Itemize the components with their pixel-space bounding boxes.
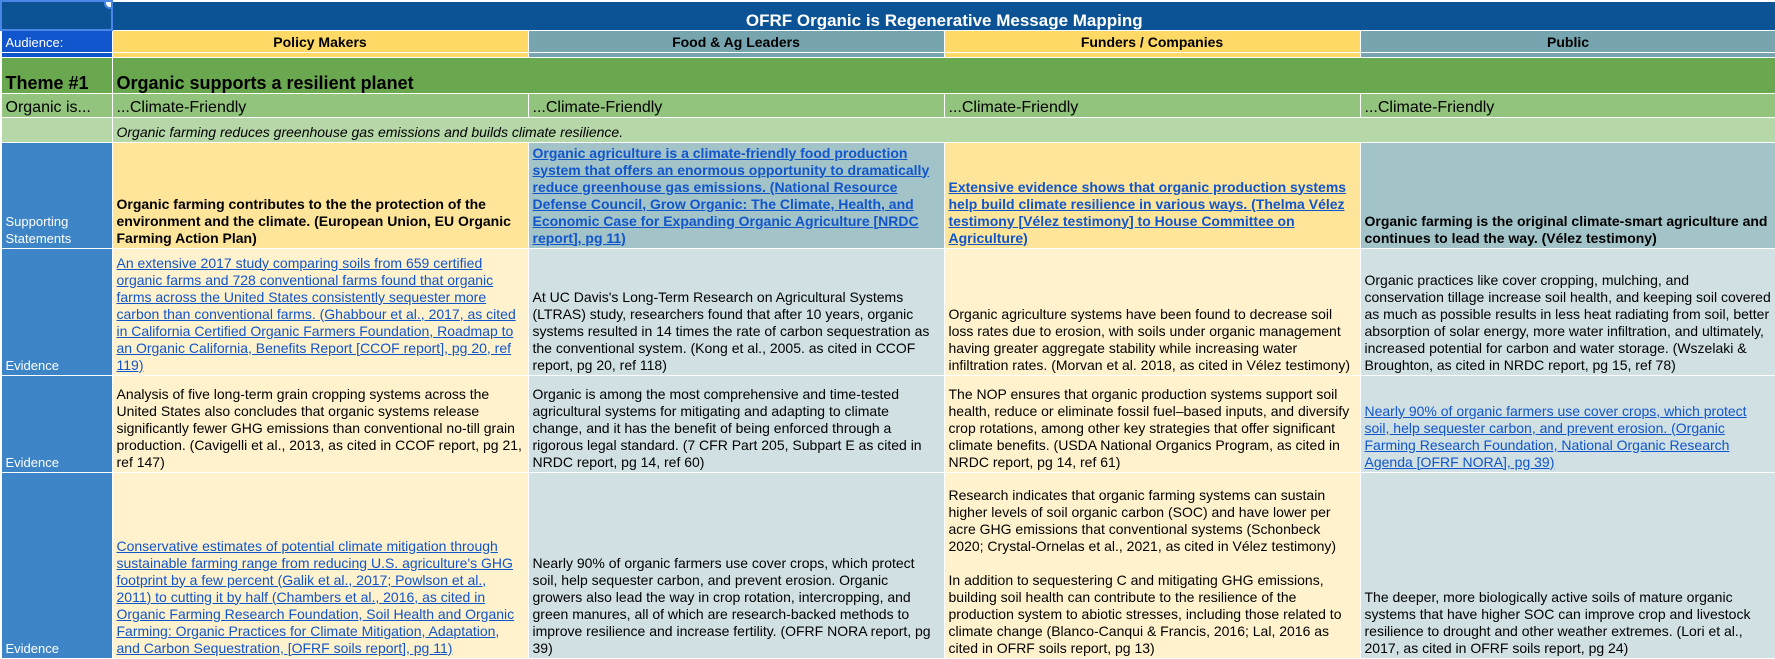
theme-summary[interactable]: Organic farming reduces greenhouse gas emissions and builds climate resilience. — [112, 117, 1775, 142]
organic-is-value[interactable]: ...Climate-Friendly — [112, 93, 528, 117]
evidence-text: Organic is among the most comprehensive and time-tested agricultural systems for mitigating and adapting to climate change, and it has the benefit of being enforced through a rigorous legal standard. (7 CFR Part 205, Subpart E as cited in NRDC report, pg 14, ref 60) — [532, 385, 922, 470]
evidence-cell[interactable] — [112, 375, 528, 472]
evidence-cell[interactable] — [112, 248, 528, 375]
evidence-label[interactable]: Evidence — [1, 472, 112, 658]
supporting-statement-food-ag[interactable] — [528, 142, 944, 248]
paragraph-break — [949, 555, 1356, 572]
evidence-link[interactable]: Nearly 90% of organic farmers use cover crops, which protect soil, help sequester carbon, and prevent erosion. (Organic Farming Research Foundation, National Organic Research Agenda [OFRF NORA], pg 39) — [1364, 402, 1747, 470]
organic-is-value[interactable]: ...Climate-Friendly — [944, 93, 1360, 117]
evidence-link[interactable]: An extensive 2017 study comparing soils from 659 certified organic farms and 728 conventional farms found that organic farms across the United States consistently sequester more carbon than conventional farms. (Ghabbour et al., 2017, as cited in California Certified Organic Farmers Foundation, Roadmap to an Organic California, Benefits Report [CCOF report], pg 20, ref 119) — [116, 254, 516, 373]
statement-link[interactable]: Extensive evidence shows that organic production systems help build climate resilience in various ways. (Thelma Vélez testimony [Vélez testimony] to House Committee on Agriculture) — [948, 178, 1347, 246]
statement-text: Organic farming is the original climate-smart agriculture and continues to lead the way. (Vélez testimony) — [1364, 212, 1768, 246]
organic-is-label[interactable]: Organic is... — [1, 93, 112, 117]
evidence-text: The NOP ensures that organic production systems support soil health, reduce or eliminate fossil fuel–based inputs, and diversify crop rotations, among other key strategies that offer significant climate benefits. (USDA National Organics Program, as cited in NRDC report, pg 14, ref 61) — [948, 385, 1350, 470]
evidence-label[interactable]: Evidence — [1, 248, 112, 375]
organic-is-value[interactable]: ...Climate-Friendly — [528, 93, 944, 117]
supporting-statement-policy[interactable] — [112, 142, 528, 248]
theme-label[interactable]: Theme #1 — [1, 57, 112, 93]
evidence-cell[interactable] — [1360, 472, 1775, 658]
evidence-cell[interactable] — [528, 375, 944, 472]
sheet-title[interactable]: OFRF Organic is Regenerative Message Mapping — [112, 1, 1775, 30]
evidence-text: Organic agriculture systems have been found to decrease soil loss rates due to erosion, with soils under organic management having greater aggregate stability while increasing water infiltration rates. (Morvan et al. 2018, as cited in Vélez testimony) — [948, 305, 1351, 373]
statement-link[interactable]: Organic agriculture is a climate-friendly food production system that offers an enormous opportunity to dramatically reduce greenhouse gas emissions. (National Resource Defense Council, Grow Organic: The Climate, Health, and Economic Case for Expanding Organic Agriculture [NRDC report], pg 11) — [532, 144, 930, 246]
evidence-cell[interactable] — [528, 248, 944, 375]
audience-label[interactable]: Audience: — [1, 30, 112, 52]
evidence-text: In addition to sequestering C and mitigating GHG emissions, building soil health can contribute to the resilience of the production system to abiotic stresses, including those related to climate change (Blanco-Canqui & Francis, 2016; Lal, 2016 as cited in OFRF soils report, pg 13) — [948, 571, 1342, 656]
theme-title[interactable]: Organic supports a resilient planet — [112, 57, 1775, 93]
evidence-cell[interactable] — [944, 472, 1360, 658]
evidence-text: The deeper, more biologically active soils of mature organic systems that have higher SOC can improve crop and livestock resilience to drought and other weather extremes. (Lori et al., 2017, as cited in OFRF soils report, pg 24) — [1364, 588, 1751, 656]
supporting-statements-label[interactable]: Supporting Statements — [1, 142, 112, 248]
evidence-cell[interactable] — [944, 248, 1360, 375]
selected-cell-a1[interactable] — [1, 1, 112, 30]
evidence-text: At UC Davis's Long-Term Research on Agricultural Systems (LTRAS) study, researchers found that after 10 years, organic systems resulted in 14 times the rate of carbon sequestration as the conventional system. (Kong et al., 2005. as cited in CCOF report, pg 20, ref 118) — [532, 288, 930, 373]
audience-policy-makers[interactable]: Policy Makers — [112, 30, 528, 52]
evidence-text: Analysis of five long-term grain cropping systems across the United States also concludes that organic systems release significantly fewer GHG emissions than conventional no-till grain production. (Cavigelli et al., 2013, as cited in CCOF report, pg 21, ref 147) — [116, 385, 522, 470]
statement-text: Organic farming contributes to the the protection of the environment and the climate. (European Union, EU Organic Farming Action Plan) — [116, 195, 511, 246]
evidence-text: Research indicates that organic farming systems can sustain higher levels of soil organic carbon (SOC) and have lower per acre GHG emissions that conventional systems (Schonbeck 2020; Crystal-Ornelas et al., 2021, as cited in Vélez testimony) — [948, 486, 1337, 554]
evidence-cell[interactable] — [1360, 375, 1775, 472]
audience-food-ag-leaders[interactable]: Food & Ag Leaders — [528, 30, 944, 52]
evidence-cell[interactable] — [112, 472, 528, 658]
evidence-label[interactable]: Evidence — [1, 375, 112, 472]
evidence-cell[interactable] — [528, 472, 944, 658]
organic-is-value[interactable]: ...Climate-Friendly — [1360, 93, 1775, 117]
evidence-link[interactable]: Conservative estimates of potential climate mitigation through sustainable farming range from reducing U.S. agriculture's GHG footprint by a few percent (Galik et al., 2017; Powlson et al., 2011) to cutting it by half (Chambers et al., 2016, as cited in Organic Farming Research Foundation, Soil Health and Organic Farming: Organic Practices for Climate Mitigation, Adaptation, and Carbon Sequestration, [OFRF soils report], pg 11) — [116, 537, 515, 656]
supporting-statement-public[interactable] — [1360, 142, 1775, 248]
evidence-cell[interactable] — [944, 375, 1360, 472]
evidence-text: Organic practices like cover cropping, mulching, and conservation tillage increase soil health, and keeping soil covered as much as possible results in less heat radiating from soil, better absorption of solar energy, more water infiltration, and ultimately, increased potential for carbon and water storage. (Wszelaki & Broughton, as cited in NRDC report, pg 15, ref 78) — [1364, 271, 1771, 373]
evidence-cell[interactable] — [1360, 248, 1775, 375]
audience-public[interactable]: Public — [1360, 30, 1775, 52]
evidence-text: Nearly 90% of organic farmers use cover crops, which protect soil, help sequester carbon, and prevent erosion. Organic growers also lead the way in crop rotation, intercropping, and green manures, all of which are research-backed methods to improve resilience and increase fertility. (OFRF NORA report, pg 39) — [532, 554, 931, 656]
supporting-statement-funders[interactable] — [944, 142, 1360, 248]
summary-label-cell[interactable] — [1, 117, 112, 142]
audience-funders-companies[interactable]: Funders / Companies — [944, 30, 1360, 52]
